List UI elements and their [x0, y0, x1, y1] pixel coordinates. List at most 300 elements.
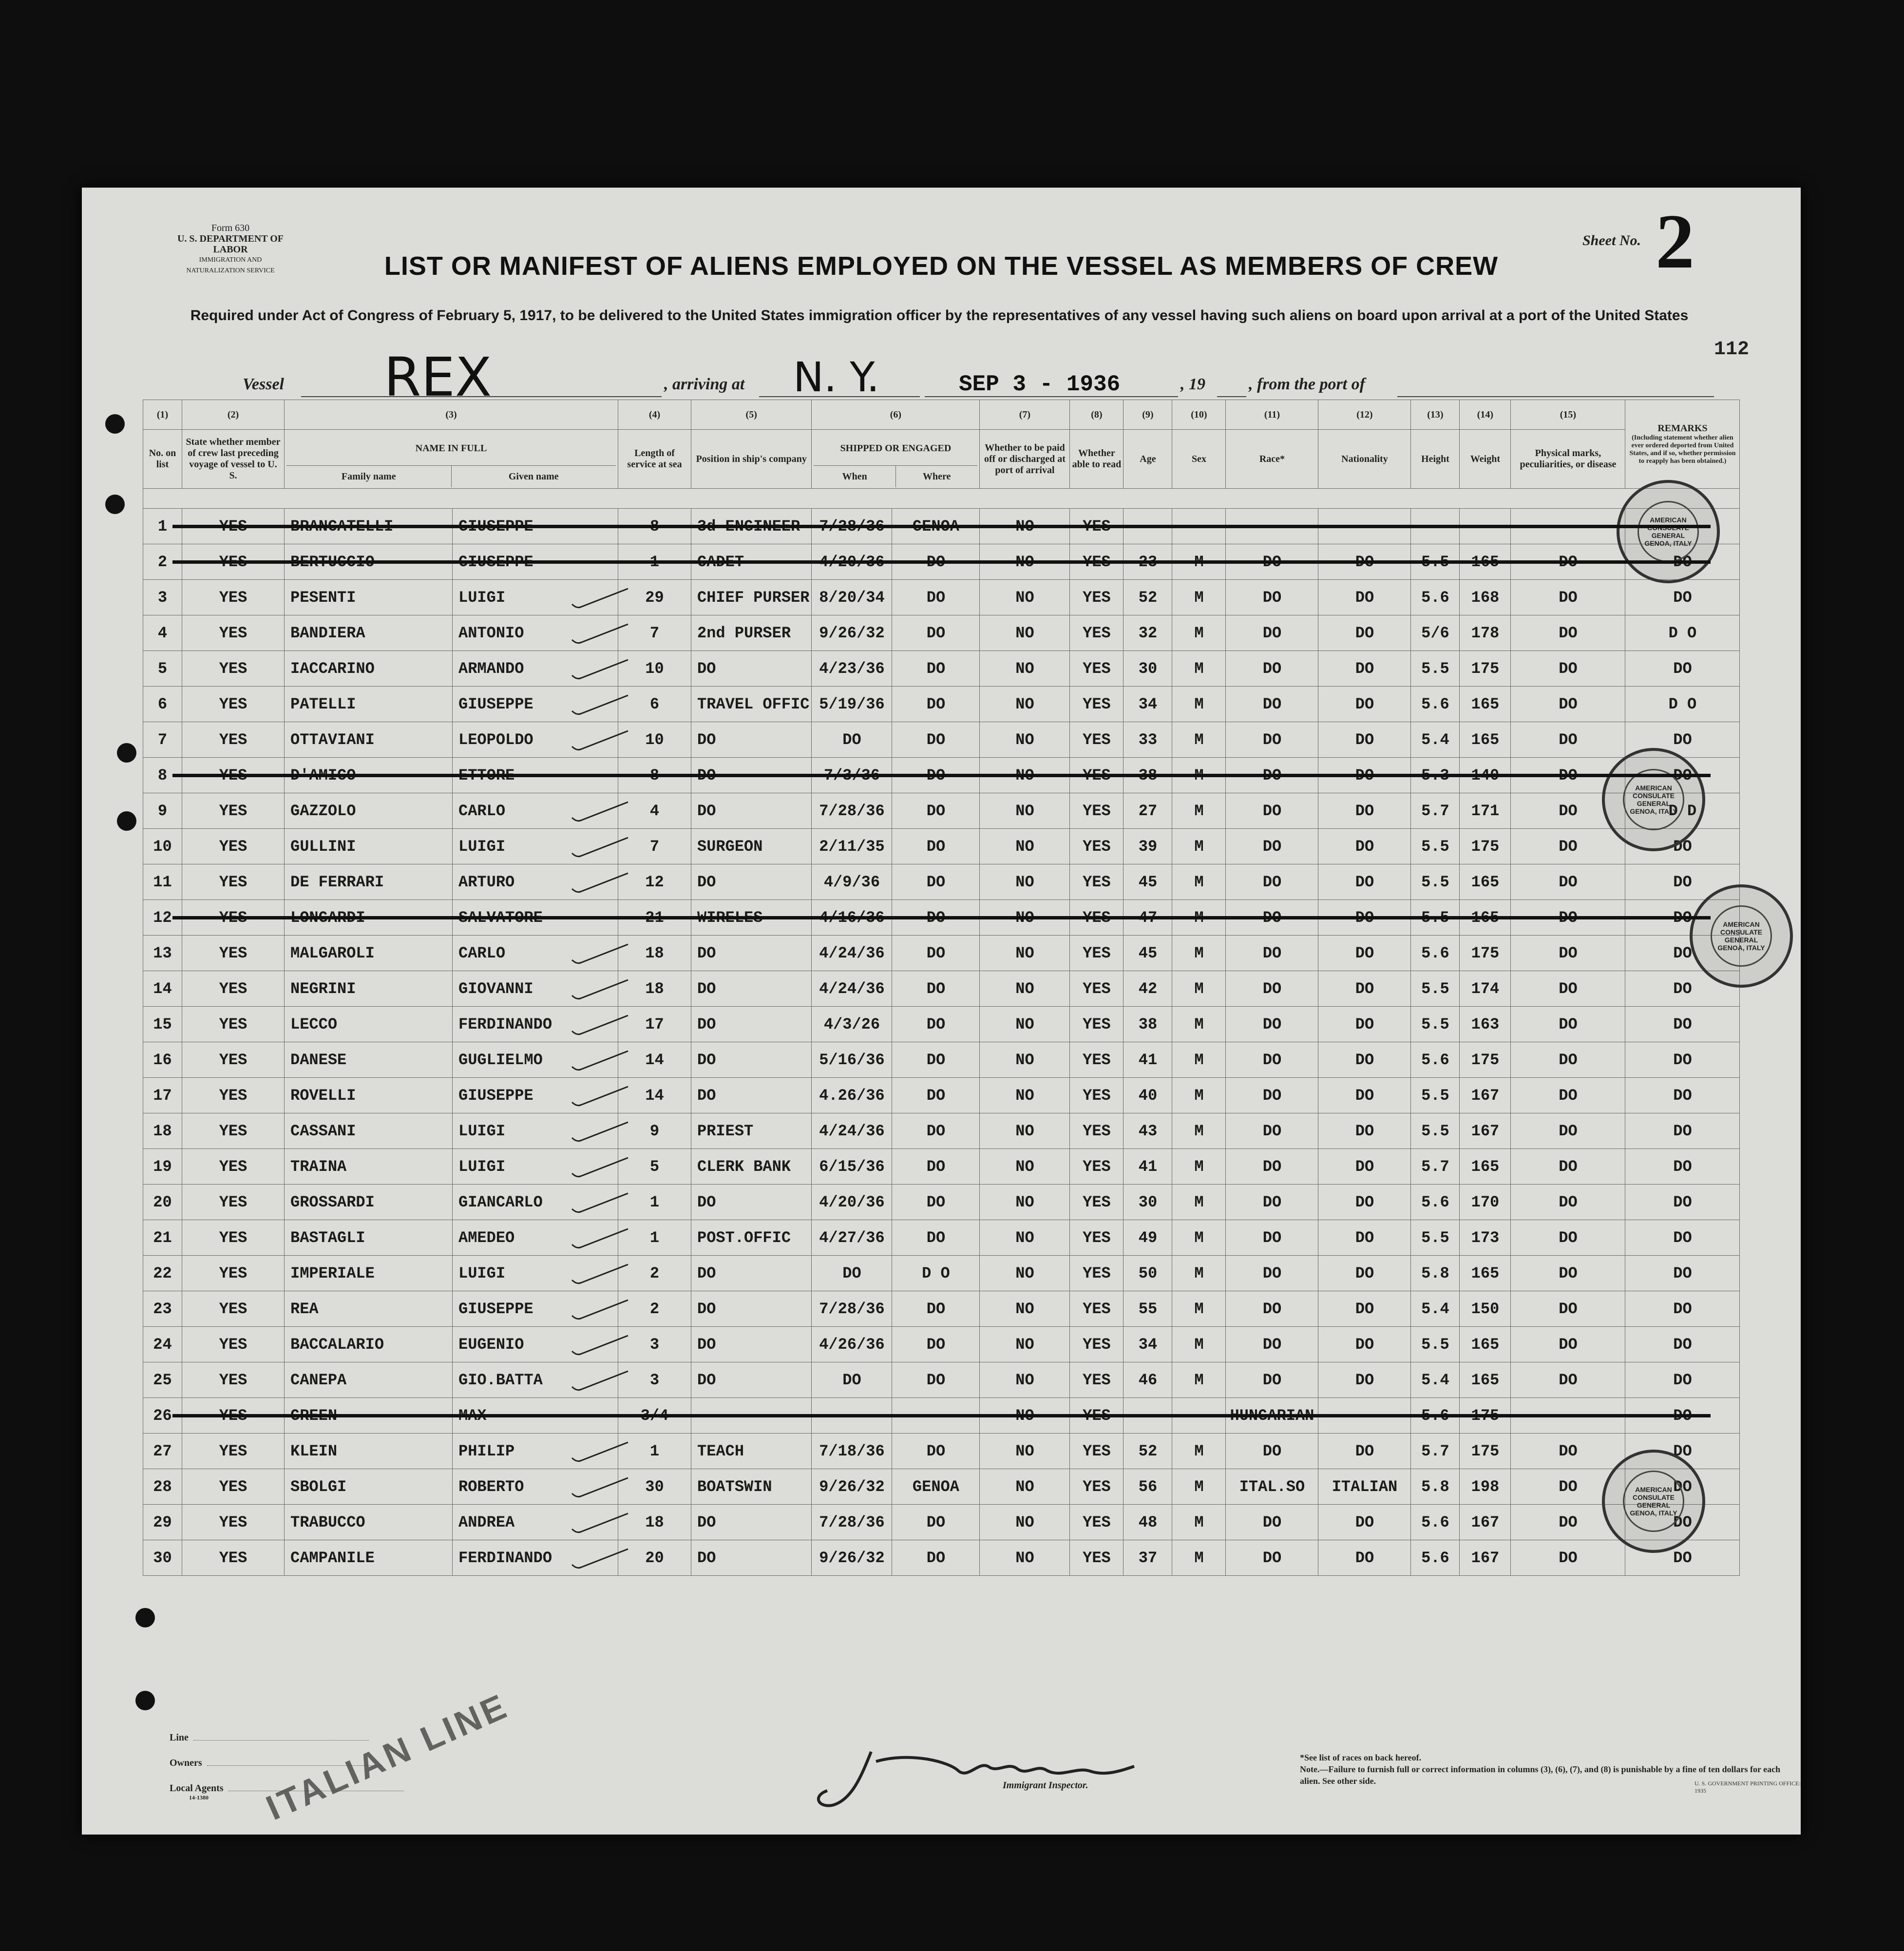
- race-cell: DO: [1226, 1078, 1318, 1113]
- member-of-crew-cell: YES: [182, 1362, 285, 1398]
- height-cell: 5.5: [1411, 900, 1460, 936]
- row-number-cell: 30: [143, 1540, 182, 1576]
- check-mark-icon: [570, 1012, 633, 1041]
- family-name-cell: GROSSARDI: [285, 1185, 453, 1220]
- check-mark-icon: [570, 869, 633, 899]
- race-cell: DO: [1226, 615, 1318, 651]
- row-number-cell: 9: [143, 793, 182, 829]
- table-row: [143, 1042, 1740, 1078]
- physical-marks-cell: DO: [1511, 580, 1625, 615]
- age-cell: 55: [1123, 1291, 1172, 1327]
- race-cell: ITAL.SO: [1226, 1469, 1318, 1505]
- nationality-cell: DO: [1318, 1220, 1411, 1256]
- row-number-cell: 4: [143, 615, 182, 651]
- races-note: *See list of races on back hereof.: [1300, 1753, 1422, 1762]
- shipped-where-cell: DO: [892, 900, 980, 936]
- family-name-cell: BRANCATELLI: [285, 509, 453, 544]
- paid-off-cell: NO: [980, 509, 1070, 544]
- given-name-cell: LUIGI: [453, 1113, 618, 1149]
- age-cell: 34: [1123, 687, 1172, 722]
- able-to-read-cell: YES: [1070, 1291, 1123, 1327]
- paid-off-cell: NO: [980, 1469, 1070, 1505]
- shipped-where-cell: DO: [892, 615, 980, 651]
- sex-cell: M: [1172, 580, 1226, 615]
- length-of-service-cell: 3: [618, 1327, 691, 1362]
- given-name-cell: PHILIP: [453, 1434, 618, 1469]
- department-name: U. S. DEPARTMENT OF LABOR: [177, 233, 284, 255]
- header-spacer: [143, 489, 1740, 509]
- shipped-where-cell: D O: [892, 1256, 980, 1291]
- able-to-read-cell: YES: [1070, 509, 1123, 544]
- remarks-cell: DO: [1625, 1540, 1740, 1576]
- shipped-where-cell: DO: [892, 1362, 980, 1398]
- inspector-signature: [803, 1732, 1183, 1820]
- nationality-cell: DO: [1318, 687, 1411, 722]
- paid-off-cell: NO: [980, 1362, 1070, 1398]
- weight-cell: 165: [1460, 687, 1511, 722]
- paid-off-cell: NO: [980, 1007, 1070, 1042]
- position-in-company-cell: DO: [691, 722, 812, 758]
- table-row: [143, 793, 1740, 829]
- check-mark-icon: [570, 1332, 633, 1361]
- race-cell: DO: [1226, 864, 1318, 900]
- height-cell: 5.5: [1411, 1220, 1460, 1256]
- height-cell: 5.3: [1411, 758, 1460, 793]
- shipped-when-cell: 9/26/32: [812, 1469, 892, 1505]
- age-cell: 34: [1123, 1327, 1172, 1362]
- table-row: [143, 1434, 1740, 1469]
- age-cell: 52: [1123, 580, 1172, 615]
- vessel-underline: [301, 396, 662, 397]
- age-cell: 23: [1123, 544, 1172, 580]
- sex-cell: M: [1172, 1185, 1226, 1220]
- length-of-service-cell: 14: [618, 1078, 691, 1113]
- height-cell: 5.6: [1411, 1398, 1460, 1434]
- race-cell: DO: [1226, 829, 1318, 864]
- form-number: Form 630: [211, 223, 250, 233]
- race-cell: DO: [1226, 544, 1318, 580]
- given-name-cell: SALVATORE: [453, 900, 618, 936]
- nationality-cell: DO: [1318, 936, 1411, 971]
- sex-cell: M: [1172, 758, 1226, 793]
- physical-marks-cell: DO: [1511, 615, 1625, 651]
- nationality-cell: DO: [1318, 864, 1411, 900]
- length-of-service-cell: 12: [618, 864, 691, 900]
- physical-marks-cell: DO: [1511, 1327, 1625, 1362]
- remarks-cell: D D: [1625, 793, 1740, 829]
- check-mark-icon: [570, 727, 633, 756]
- paid-off-cell: NO: [980, 651, 1070, 687]
- sex-cell: M: [1172, 1078, 1226, 1113]
- col-age: Age: [1123, 430, 1172, 489]
- given-name-cell: GIUSEPPE: [453, 1078, 618, 1113]
- shipped-when-cell: 5/19/36: [812, 687, 892, 722]
- remarks-cell: DO: [1625, 1362, 1740, 1398]
- race-cell: DO: [1226, 971, 1318, 1007]
- table-row: [143, 1469, 1740, 1505]
- agents-code: 14-1380: [189, 1794, 209, 1801]
- length-of-service-cell: 4: [618, 793, 691, 829]
- family-name-cell: PESENTI: [285, 580, 453, 615]
- col-number-6: (6): [812, 400, 980, 430]
- punch-hole: [117, 743, 136, 763]
- remarks-cell: D O: [1625, 615, 1740, 651]
- remarks-cell: DO: [1625, 722, 1740, 758]
- given-name-cell: LUIGI: [453, 1256, 618, 1291]
- family-name-cell: IACCARINO: [285, 651, 453, 687]
- sheet-number: 2: [1656, 198, 1695, 285]
- member-of-crew-cell: YES: [182, 1398, 285, 1434]
- shipped-when-cell: 4.26/36: [812, 1078, 892, 1113]
- sex-cell: M: [1172, 722, 1226, 758]
- family-name-cell: BERTUCCIO: [285, 544, 453, 580]
- position-in-company-cell: DO: [691, 1362, 812, 1398]
- shipped-when-cell: 4/16/36: [812, 900, 892, 936]
- length-of-service-cell: 14: [618, 1042, 691, 1078]
- able-to-read-cell: YES: [1070, 651, 1123, 687]
- paid-off-cell: NO: [980, 758, 1070, 793]
- shipped-where-cell: DO: [892, 1434, 980, 1469]
- shipped-where-cell: DO: [892, 936, 980, 971]
- paid-off-cell: NO: [980, 829, 1070, 864]
- given-name-cell: MAX: [453, 1398, 618, 1434]
- remarks-cell: DO: [1625, 758, 1740, 793]
- able-to-read-cell: YES: [1070, 1113, 1123, 1149]
- physical-marks-cell: DO: [1511, 1540, 1625, 1576]
- member-of-crew-cell: YES: [182, 758, 285, 793]
- shipped-when-cell: 8/20/34: [812, 580, 892, 615]
- race-cell: DO: [1226, 1505, 1318, 1540]
- row-number-cell: 8: [143, 758, 182, 793]
- position-in-company-cell: CLERK BANK: [691, 1149, 812, 1185]
- age-cell: 30: [1123, 1185, 1172, 1220]
- position-in-company-cell: DO: [691, 1505, 812, 1540]
- strike-through-line: [172, 916, 1711, 919]
- age-cell: 45: [1123, 936, 1172, 971]
- physical-marks-cell: DO: [1511, 829, 1625, 864]
- given-name-cell: ARMANDO: [453, 651, 618, 687]
- given-name-cell: ANDREA: [453, 1505, 618, 1540]
- shipped-when-cell: 4/24/36: [812, 971, 892, 1007]
- remarks-cell: DO: [1625, 1185, 1740, 1220]
- remarks-cell: DO: [1625, 864, 1740, 900]
- printer-imprint: U. S. GOVERNMENT PRINTING OFFICE: 1935: [1695, 1780, 1801, 1794]
- given-name-cell: GIUSEPPE: [453, 509, 618, 544]
- paid-off-cell: NO: [980, 1505, 1070, 1540]
- remarks-cell: DO: [1625, 971, 1740, 1007]
- given-name-cell: CARLO: [453, 793, 618, 829]
- arriving-port: N. Y.: [793, 353, 880, 401]
- position-in-company-cell: DO: [691, 1185, 812, 1220]
- vessel-info: [243, 346, 1729, 408]
- race-cell: DO: [1226, 651, 1318, 687]
- able-to-read-cell: YES: [1070, 758, 1123, 793]
- able-to-read-cell: YES: [1070, 580, 1123, 615]
- given-name-cell: FERDINANDO: [453, 1007, 618, 1042]
- able-to-read-cell: YES: [1070, 793, 1123, 829]
- nationality-cell: DO: [1318, 1256, 1411, 1291]
- shipped-when-cell: 7/3/36: [812, 758, 892, 793]
- position-in-company-cell: DO: [691, 1327, 812, 1362]
- weight-cell: 165: [1460, 722, 1511, 758]
- height-cell: 5.4: [1411, 1291, 1460, 1327]
- line-label: Line: [170, 1732, 189, 1743]
- row-number-cell: 5: [143, 651, 182, 687]
- physical-marks-cell: DO: [1511, 1042, 1625, 1078]
- consulate-stamp: [1617, 480, 1720, 583]
- punch-hole: [105, 414, 125, 434]
- strike-through-line: [172, 560, 1711, 564]
- row-number-cell: 29: [143, 1505, 182, 1540]
- paid-off-cell: NO: [980, 687, 1070, 722]
- physical-marks-cell: DO: [1511, 544, 1625, 580]
- when-heading: When: [842, 471, 867, 482]
- shipped-when-cell: 4/27/36: [812, 1220, 892, 1256]
- row-number-cell: 13: [143, 936, 182, 971]
- paid-off-cell: NO: [980, 544, 1070, 580]
- height-cell: 5.6: [1411, 936, 1460, 971]
- age-cell: 37: [1123, 1540, 1172, 1576]
- position-in-company-cell: POST.OFFIC: [691, 1220, 812, 1256]
- able-to-read-cell: YES: [1070, 900, 1123, 936]
- length-of-service-cell: 7: [618, 829, 691, 864]
- shipped-where-cell: DO: [892, 1505, 980, 1540]
- shipped-where-cell: DO: [892, 1327, 980, 1362]
- row-number-cell: 16: [143, 1042, 182, 1078]
- able-to-read-cell: YES: [1070, 1256, 1123, 1291]
- remarks-cell: DO: [1625, 1291, 1740, 1327]
- family-name-heading: Family name: [341, 471, 396, 482]
- row-number-cell: 24: [143, 1327, 182, 1362]
- height-cell: 5.5: [1411, 1327, 1460, 1362]
- race-cell: HUNGARIAN: [1226, 1398, 1318, 1434]
- age-cell: 32: [1123, 615, 1172, 651]
- remarks-cell: DO: [1625, 1220, 1740, 1256]
- table-row: [143, 1327, 1740, 1362]
- shipped-where-cell: DO: [892, 829, 980, 864]
- paid-off-cell: NO: [980, 1327, 1070, 1362]
- weight-cell: 165: [1460, 1327, 1511, 1362]
- table-row: [143, 971, 1740, 1007]
- position-in-company-cell: 2nd PURSER: [691, 615, 812, 651]
- year-underline: [1217, 396, 1246, 397]
- where-heading: Where: [895, 466, 978, 487]
- check-mark-icon: [570, 1118, 633, 1148]
- height-cell: 5.6: [1411, 580, 1460, 615]
- length-of-service-cell: 20: [618, 1540, 691, 1576]
- paid-off-cell: NO: [980, 1291, 1070, 1327]
- paid-off-cell: NO: [980, 1540, 1070, 1576]
- family-name-cell: GREEN: [285, 1398, 453, 1434]
- shipped-when-cell: 4/20/36: [812, 1185, 892, 1220]
- nationality-cell: DO: [1318, 971, 1411, 1007]
- sex-cell: M: [1172, 1291, 1226, 1327]
- able-to-read-cell: YES: [1070, 544, 1123, 580]
- length-of-service-cell: 17: [618, 1007, 691, 1042]
- family-name-cell: REA: [285, 1291, 453, 1327]
- table-row: [143, 1220, 1740, 1256]
- col-paid-off: Whether to be paid off or discharged at port of arrival: [980, 430, 1070, 489]
- family-name-cell: CAMPANILE: [285, 1540, 453, 1576]
- sex-cell: M: [1172, 793, 1226, 829]
- agents-label: Local Agents: [170, 1783, 224, 1794]
- length-of-service-cell: 18: [618, 936, 691, 971]
- remarks-cell: D O: [1625, 687, 1740, 722]
- shipped-where-cell: DO: [892, 971, 980, 1007]
- stamp-text: AMERICAN CONSULATE GENERAL GENOA, ITALY: [1623, 1471, 1684, 1532]
- shipped-where-cell: DO: [892, 1185, 980, 1220]
- member-of-crew-cell: YES: [182, 829, 285, 864]
- row-number-cell: 10: [143, 829, 182, 864]
- position-in-company-cell: PRIEST: [691, 1113, 812, 1149]
- punch-hole: [117, 811, 136, 831]
- sex-cell: M: [1172, 1220, 1226, 1256]
- race-cell: DO: [1226, 1434, 1318, 1469]
- age-cell: 46: [1123, 1362, 1172, 1398]
- height-cell: 5.5: [1411, 829, 1460, 864]
- stamp-text: AMERICAN CONSULATE GENERAL GENOA, ITALY: [1711, 905, 1772, 967]
- paid-off-cell: NO: [980, 1220, 1070, 1256]
- given-name-cell: GIO.BATTA: [453, 1362, 618, 1398]
- length-of-service-cell: 5: [618, 1149, 691, 1185]
- nationality-cell: DO: [1318, 1185, 1411, 1220]
- sex-cell: M: [1172, 1149, 1226, 1185]
- table-row: [143, 864, 1740, 900]
- col-number-7: (7): [980, 400, 1070, 430]
- remarks-cell: DO: [1625, 1078, 1740, 1113]
- physical-marks-cell: DO: [1511, 1149, 1625, 1185]
- remarks-cell: DO: [1625, 1256, 1740, 1291]
- able-to-read-cell: YES: [1070, 687, 1123, 722]
- given-name-cell: CARLO: [453, 936, 618, 971]
- physical-marks-cell: DO: [1511, 758, 1625, 793]
- col-no-on-list: No. on list: [143, 430, 182, 489]
- date-underline: [925, 396, 1178, 397]
- family-name-cell: TRABUCCO: [285, 1505, 453, 1540]
- race-cell: DO: [1226, 1362, 1318, 1398]
- length-of-service-cell: 1: [618, 1185, 691, 1220]
- family-name-cell: DANESE: [285, 1042, 453, 1078]
- age-cell: 41: [1123, 1042, 1172, 1078]
- length-of-service-cell: 7: [618, 615, 691, 651]
- shipped-where-cell: GENOA: [892, 509, 980, 544]
- row-number-cell: 11: [143, 864, 182, 900]
- shipped-when-cell: 9/26/32: [812, 615, 892, 651]
- remarks-cell: DO: [1625, 1434, 1740, 1469]
- height-cell: 5.6: [1411, 1042, 1460, 1078]
- shipped-when-cell: 4/9/36: [812, 864, 892, 900]
- member-of-crew-cell: YES: [182, 1469, 285, 1505]
- sex-cell: M: [1172, 1113, 1226, 1149]
- able-to-read-cell: YES: [1070, 936, 1123, 971]
- shipped-when-cell: 7/28/36: [812, 1291, 892, 1327]
- member-of-crew-cell: YES: [182, 1113, 285, 1149]
- given-name-cell: GIUSEPPE: [453, 544, 618, 580]
- remarks-cell: DO: [1625, 580, 1740, 615]
- race-cell: DO: [1226, 793, 1318, 829]
- able-to-read-cell: YES: [1070, 829, 1123, 864]
- table-row: [143, 1505, 1740, 1540]
- strike-through-line: [172, 525, 1711, 528]
- sex-cell: M: [1172, 900, 1226, 936]
- weight-cell: 171: [1460, 793, 1511, 829]
- able-to-read-cell: YES: [1070, 1149, 1123, 1185]
- family-name-cell: CANEPA: [285, 1362, 453, 1398]
- table-row: [143, 1540, 1740, 1576]
- member-of-crew-cell: YES: [182, 1327, 285, 1362]
- physical-marks-cell: DO: [1511, 651, 1625, 687]
- nationality-cell: DO: [1318, 793, 1411, 829]
- check-mark-icon: [570, 1545, 633, 1574]
- shipped-where-cell: DO: [892, 758, 980, 793]
- length-of-service-cell: 1: [618, 1434, 691, 1469]
- row-number-cell: 1: [143, 509, 182, 544]
- italian-line-stamp: ITALIAN LINE: [260, 1686, 514, 1828]
- nationality-cell: DO: [1318, 1042, 1411, 1078]
- arrival-date: SEP 3 - 1936: [959, 372, 1121, 397]
- height-cell: 5.8: [1411, 1256, 1460, 1291]
- sex-cell: M: [1172, 1540, 1226, 1576]
- check-mark-icon: [570, 1154, 633, 1183]
- length-of-service-cell: 6: [618, 687, 691, 722]
- col-nationality: Nationality: [1318, 430, 1411, 489]
- nationality-cell: ITALIAN: [1318, 1469, 1411, 1505]
- member-of-crew-cell: YES: [182, 509, 285, 544]
- nationality-cell: DO: [1318, 1149, 1411, 1185]
- race-cell: DO: [1226, 1042, 1318, 1078]
- physical-marks-cell: DO: [1511, 722, 1625, 758]
- position-in-company-cell: DO: [691, 971, 812, 1007]
- col-number-13: (13): [1411, 400, 1460, 430]
- weight-cell: 168: [1460, 580, 1511, 615]
- able-to-read-cell: YES: [1070, 1042, 1123, 1078]
- position-in-company-cell: BOATSWIN: [691, 1469, 812, 1505]
- sex-cell: M: [1172, 651, 1226, 687]
- age-cell: 27: [1123, 793, 1172, 829]
- row-number-cell: 3: [143, 580, 182, 615]
- length-of-service-cell: 8: [618, 509, 691, 544]
- length-of-service-cell: 10: [618, 651, 691, 687]
- manifest-title: LIST OR MANIFEST OF ALIENS EMPLOYED ON THE VESSEL AS MEMBERS OF CREW: [384, 251, 1499, 281]
- remarks-cell: DO: [1625, 900, 1740, 936]
- nationality-cell: DO: [1318, 758, 1411, 793]
- length-of-service-cell: 3/4: [618, 1398, 691, 1434]
- row-number-cell: 26: [143, 1398, 182, 1434]
- position-in-company-cell: DO: [691, 1078, 812, 1113]
- member-of-crew-cell: YES: [182, 722, 285, 758]
- table-row: [143, 1078, 1740, 1113]
- length-of-service-cell: 1: [618, 1220, 691, 1256]
- paid-off-cell: NO: [980, 615, 1070, 651]
- length-of-service-cell: 18: [618, 1505, 691, 1540]
- age-cell: 48: [1123, 1505, 1172, 1540]
- row-number-cell: 14: [143, 971, 182, 1007]
- shipped-when-cell: 4/24/36: [812, 936, 892, 971]
- weight-cell: 167: [1460, 1540, 1511, 1576]
- from-port-label: , from the port of: [1249, 375, 1365, 393]
- col-position: Position in ship's company: [691, 430, 812, 489]
- member-of-crew-cell: YES: [182, 864, 285, 900]
- race-cell: DO: [1226, 1185, 1318, 1220]
- shipped-where-cell: DO: [892, 651, 980, 687]
- family-name-cell: BANDIERA: [285, 615, 453, 651]
- able-to-read-cell: YES: [1070, 864, 1123, 900]
- row-number-cell: 12: [143, 900, 182, 936]
- shipped-when-cell: 7/28/36: [812, 509, 892, 544]
- col-race: Race*: [1226, 430, 1318, 489]
- weight-cell: 167: [1460, 1078, 1511, 1113]
- able-to-read-cell: YES: [1070, 1185, 1123, 1220]
